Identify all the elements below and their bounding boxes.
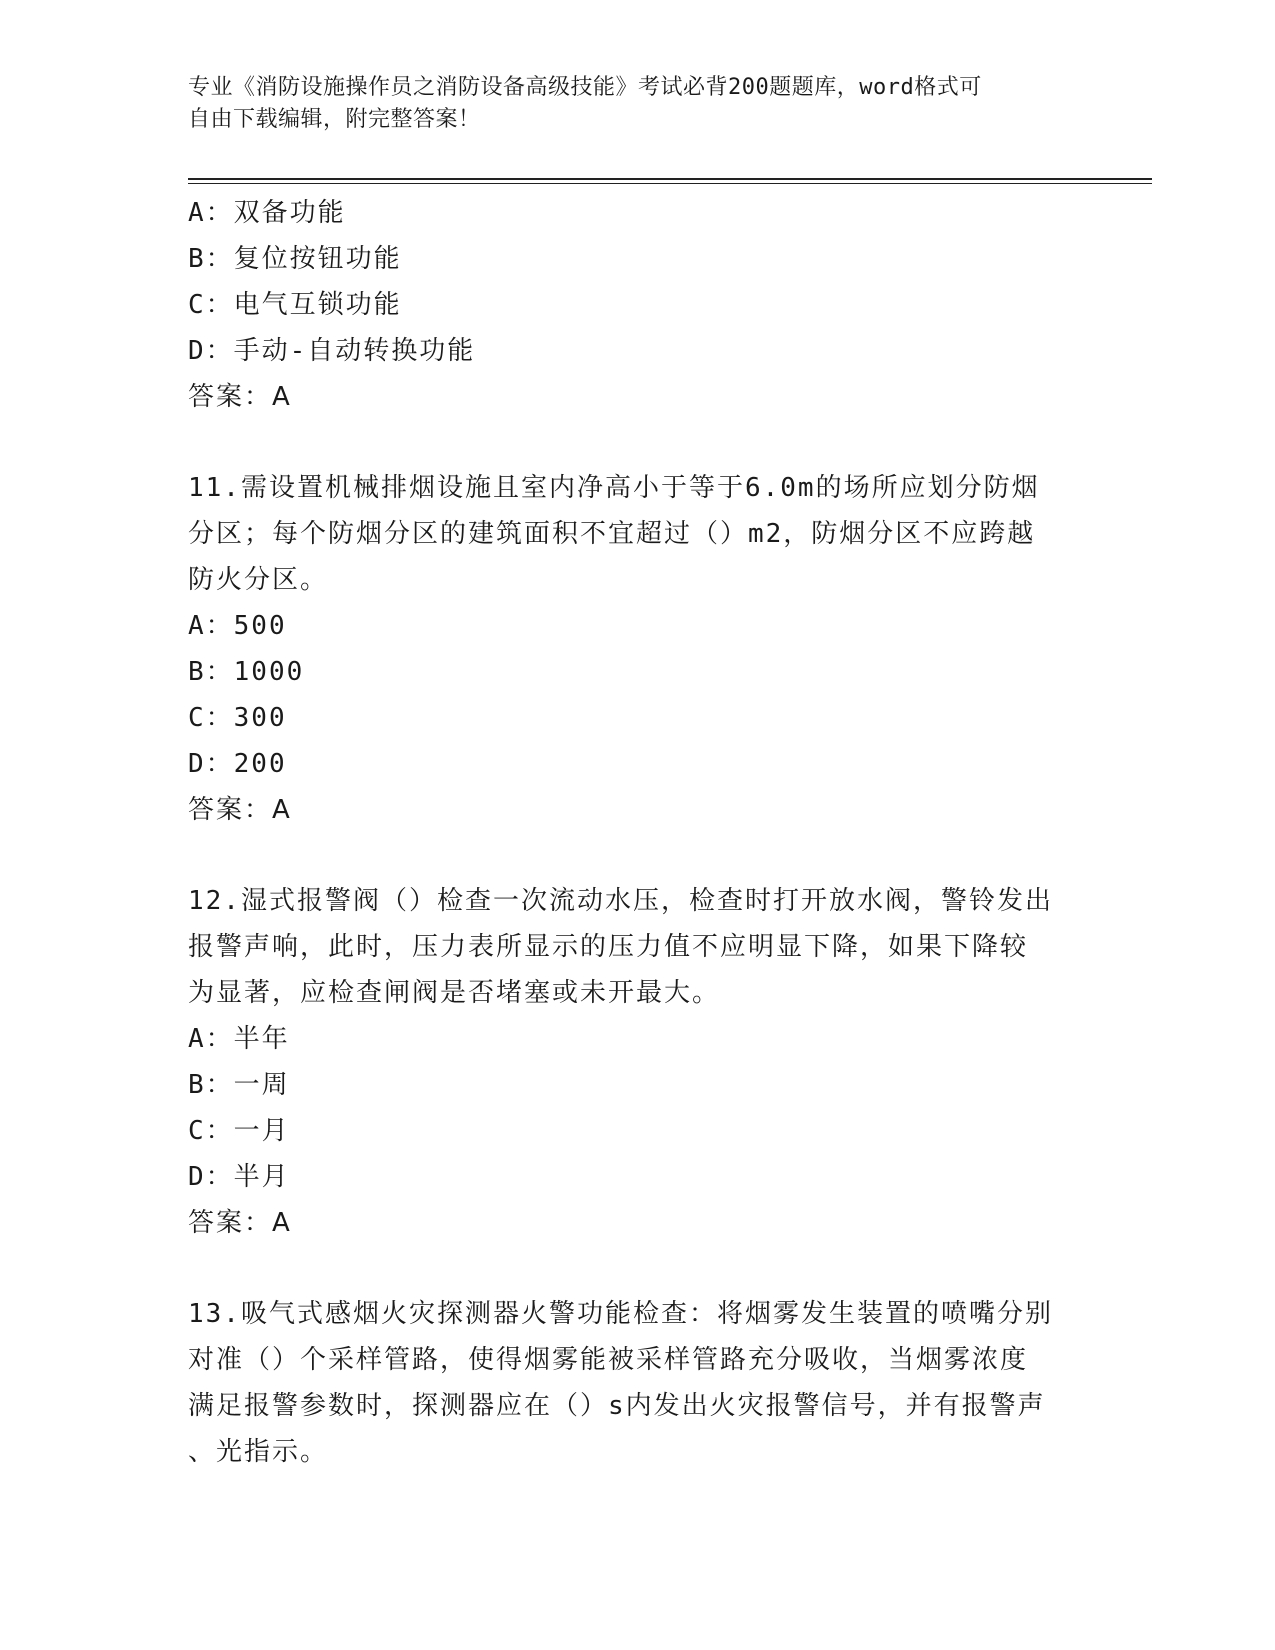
option-c: C：一月 [188,1116,290,1146]
question-12 [188,878,1088,1246]
header-line-2: 自由下载编辑，附完整答案！ [188,107,481,132]
question-text-line: 为显著，应检查闸阀是否堵塞或未开最大。 [188,978,721,1008]
document-header [188,72,1068,136]
option-a: A：双备功能 [188,198,346,228]
question-text-line: 12.湿式报警阀（）检查一次流动水压，检查时打开放水阀，警铃发出 [188,886,1053,916]
question-text-line: 13.吸气式感烟火灾探测器火警功能检查：将烟雾发生装置的喷嘴分别 [188,1299,1053,1329]
option-d: D：200 [188,749,287,779]
question-text-line: 分区；每个防烟分区的建筑面积不宜超过（）m2，防烟分区不应跨越 [188,519,1036,549]
option-b: B：1000 [188,657,305,687]
question-text-line: 对准（）个采样管路，使得烟雾能被采样管路充分吸收，当烟雾浓度 [188,1345,1029,1375]
header-rule-thin [188,183,1152,184]
option-a: A：500 [188,611,287,641]
answer: 答案：A [188,795,292,825]
question-list [188,190,1088,1475]
option-c: C：300 [188,703,287,733]
header-rule [188,178,1152,180]
answer: 答案：A [188,1208,292,1238]
option-d: D：手动-自动转换功能 [188,336,476,366]
question-text-line: 、光指示。 [188,1437,329,1467]
previous-question-block [188,190,1088,420]
option-d: D：半月 [188,1162,290,1192]
question-13 [188,1291,1088,1475]
option-b: B：复位按钮功能 [188,244,402,274]
question-text-line: 11.需设置机械排烟设施且室内净高小于等于6.0m的场所应划分防烟 [188,473,1040,503]
question-text-line: 报警声响，此时，压力表所显示的压力值不应明显下降，如果下降较 [188,932,1029,962]
header-line-1: 专业《消防设施操作员之消防设备高级技能》考试必背200题题库，word格式可 [188,75,982,100]
option-c: C：电气互锁功能 [188,290,402,320]
answer: 答案：A [188,382,292,412]
question-text-line: 满足报警参数时，探测器应在（）s内发出火灾报警信号，并有报警声 [188,1391,1046,1421]
question-11 [188,465,1088,833]
option-b: B：一周 [188,1070,290,1100]
question-text-line: 防火分区。 [188,565,329,595]
option-a: A：半年 [188,1024,290,1054]
